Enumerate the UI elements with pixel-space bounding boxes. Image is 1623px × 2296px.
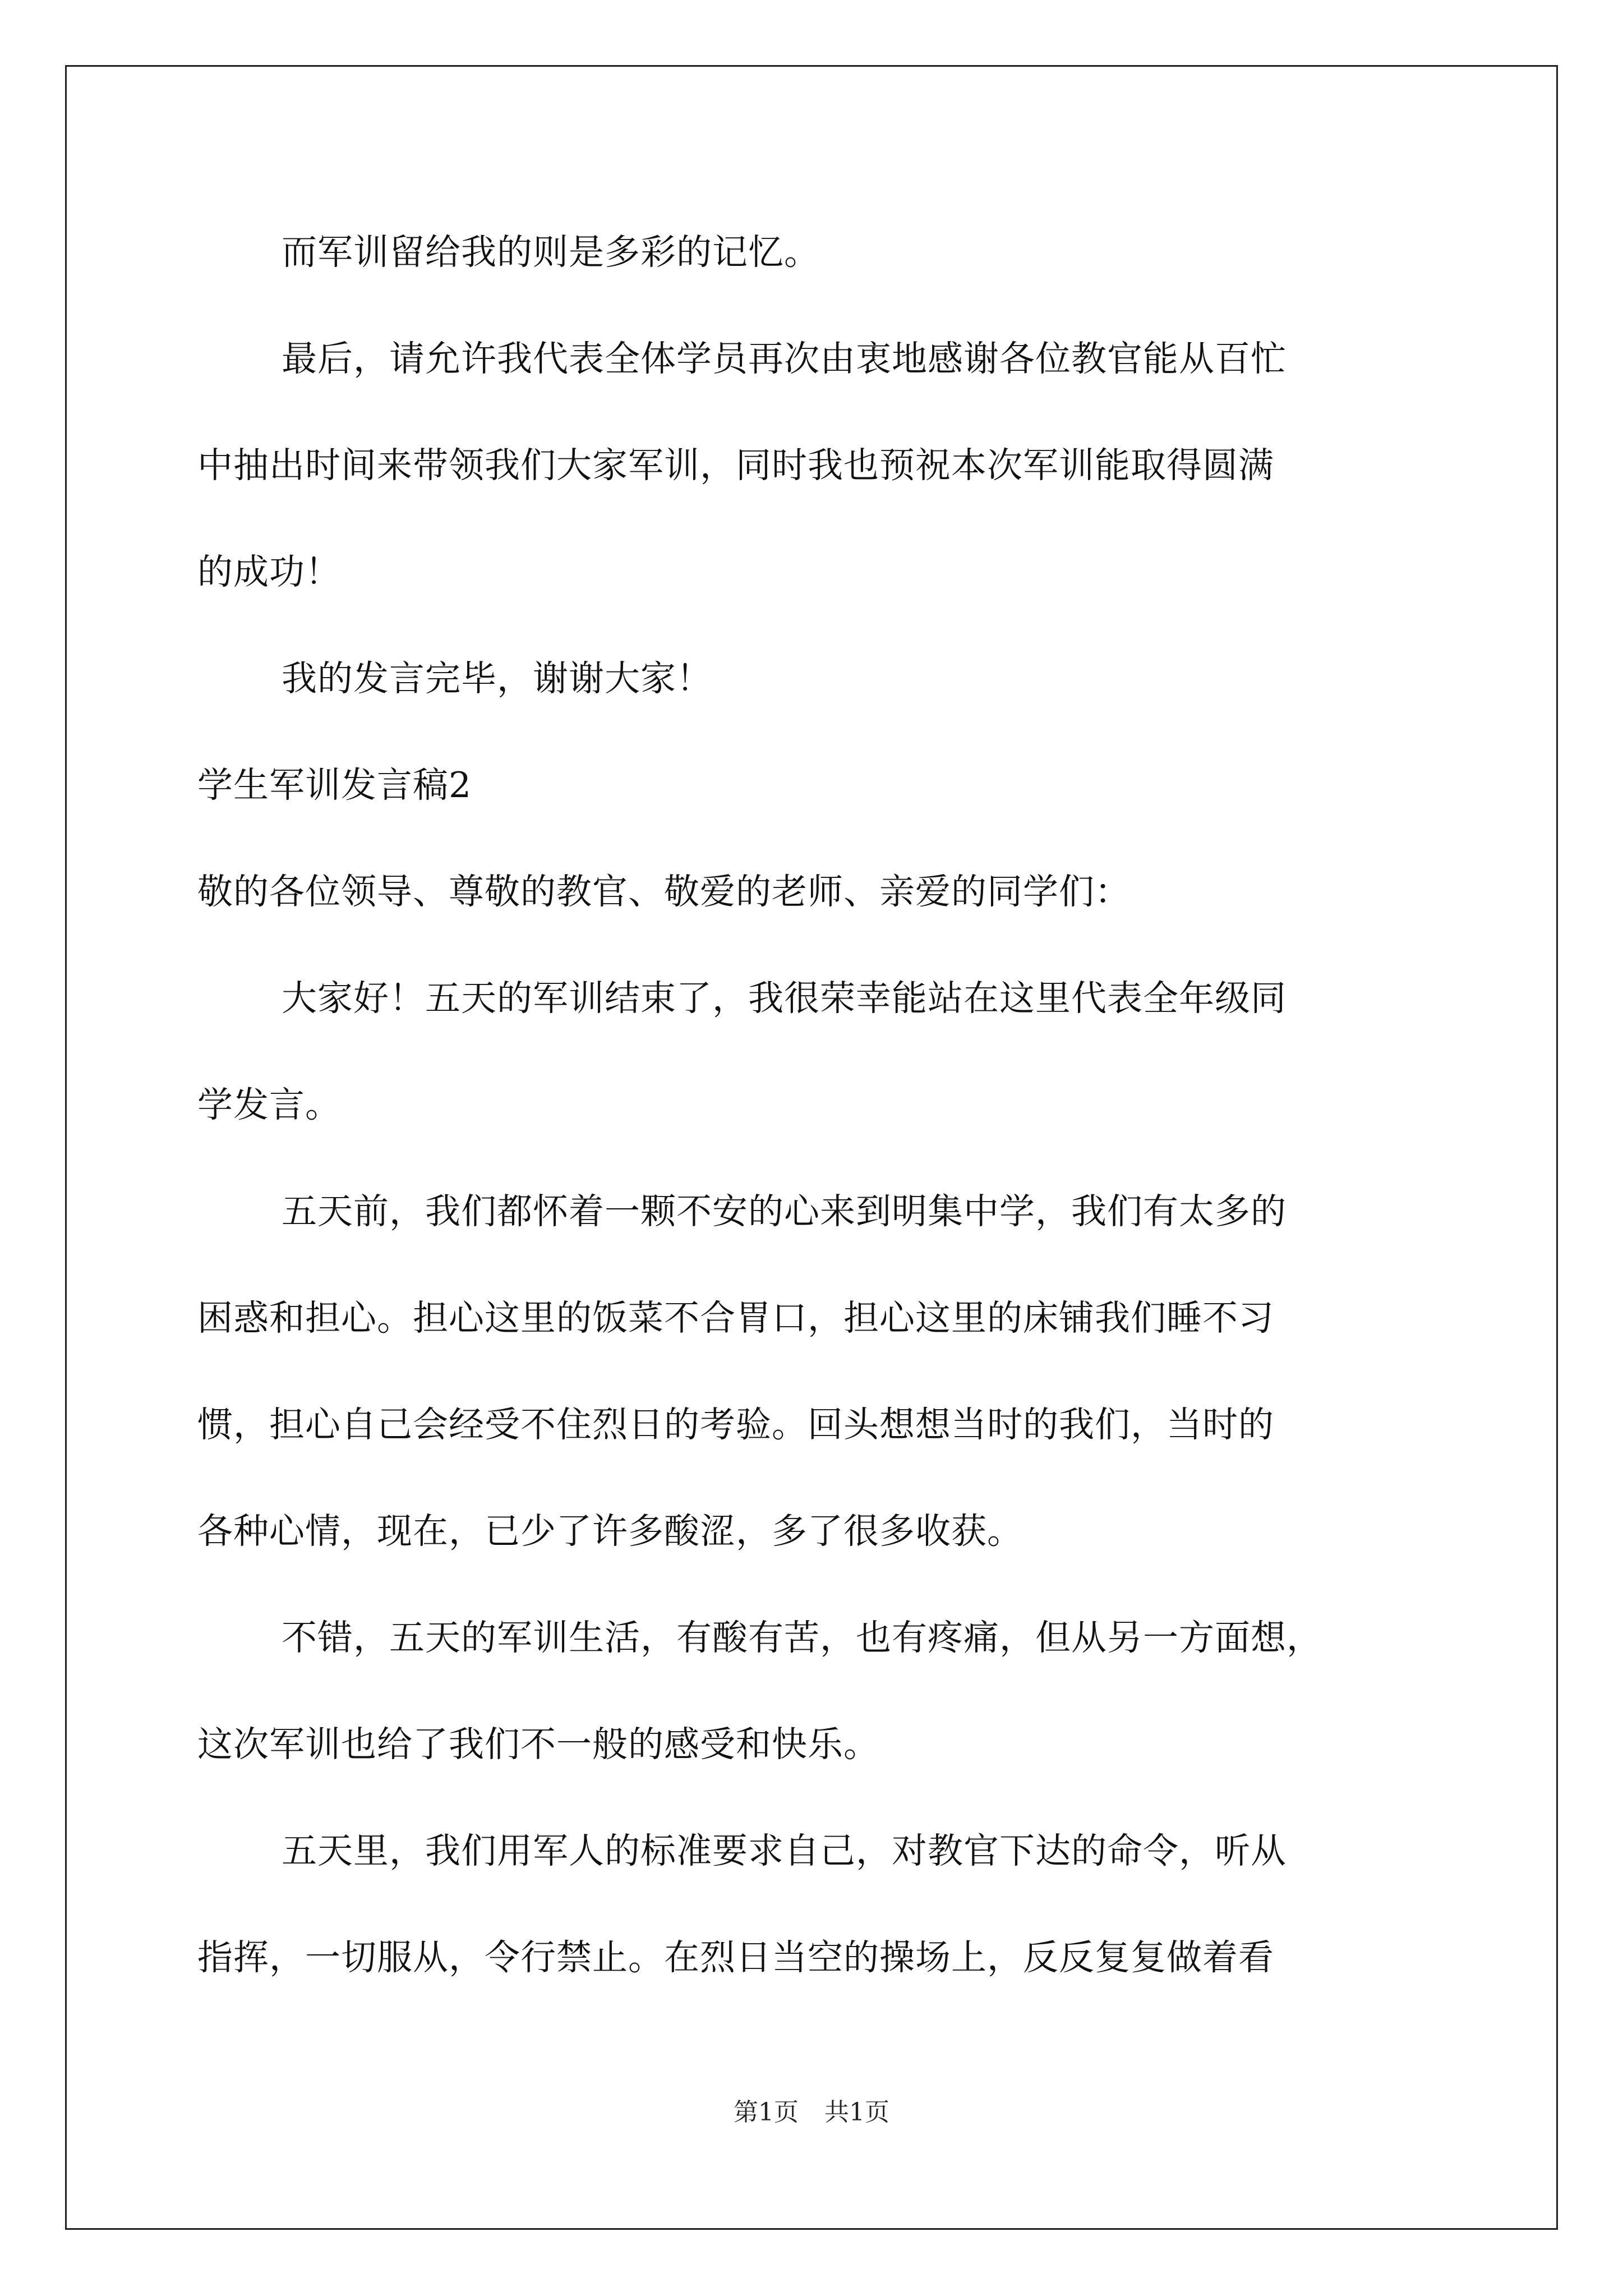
paragraph-line: 五天前，我们都怀着一颗不安的心来到明集中学，我们有太多的 [282, 1191, 1287, 1232]
paragraph-line: 大家好！五天的军训结束了，我很荣幸能站在这里代表全年级同 [282, 978, 1287, 1019]
paragraph-line: 我的发言完毕，谢谢大家！ [282, 658, 712, 699]
paragraph-line: 困惑和担心。担心这里的饭菜不合胃口，担心这里的床铺我们睡不习 [197, 1297, 1274, 1338]
paragraph-line: 的成功！ [197, 551, 341, 592]
paragraph-line: 各种心情，现在，已少了许多酸涩，多了很多收获。 [197, 1511, 1023, 1552]
paragraph-line: 这次军训也给了我们不一般的感受和快乐。 [197, 1724, 879, 1765]
paragraph-line: 最后，请允许我代表全体学员再次由衷地感谢各位教官能从百忙 [282, 338, 1287, 379]
paragraph-line: 学发言。 [197, 1084, 341, 1125]
paragraph-line: 不错，五天的军训生活，有酸有苦，也有疼痛，但从另一方面想， [282, 1617, 1322, 1658]
paragraph-line: 指挥，一切服从，令行禁止。在烈日当空的操场上，反反复复做着看 [197, 1937, 1274, 1978]
paragraph-line: 中抽出时间来带领我们大家军训，同时我也预祝本次军训能取得圆满 [197, 445, 1274, 486]
page-footer [0, 2097, 1623, 2128]
salutation: 敬的各位领导、尊敬的教官、敬爱的老师、亲爱的同学们： [197, 871, 1131, 912]
page-border [65, 65, 1558, 2230]
paragraph-line: 五天里，我们用军人的标准要求自己，对教官下达的命令，听从 [282, 1830, 1287, 1871]
page-number-total: 共1页 [824, 2098, 889, 2127]
section-title: 学生军训发言稿2 [197, 765, 472, 806]
page-number-current: 第1页 [734, 2098, 799, 2127]
paragraph-line: 而军训留给我的则是多彩的记忆。 [282, 232, 820, 273]
paragraph-line: 惯，担心自己会经受不住烈日的考验。回头想想当时的我们，当时的 [197, 1404, 1274, 1445]
